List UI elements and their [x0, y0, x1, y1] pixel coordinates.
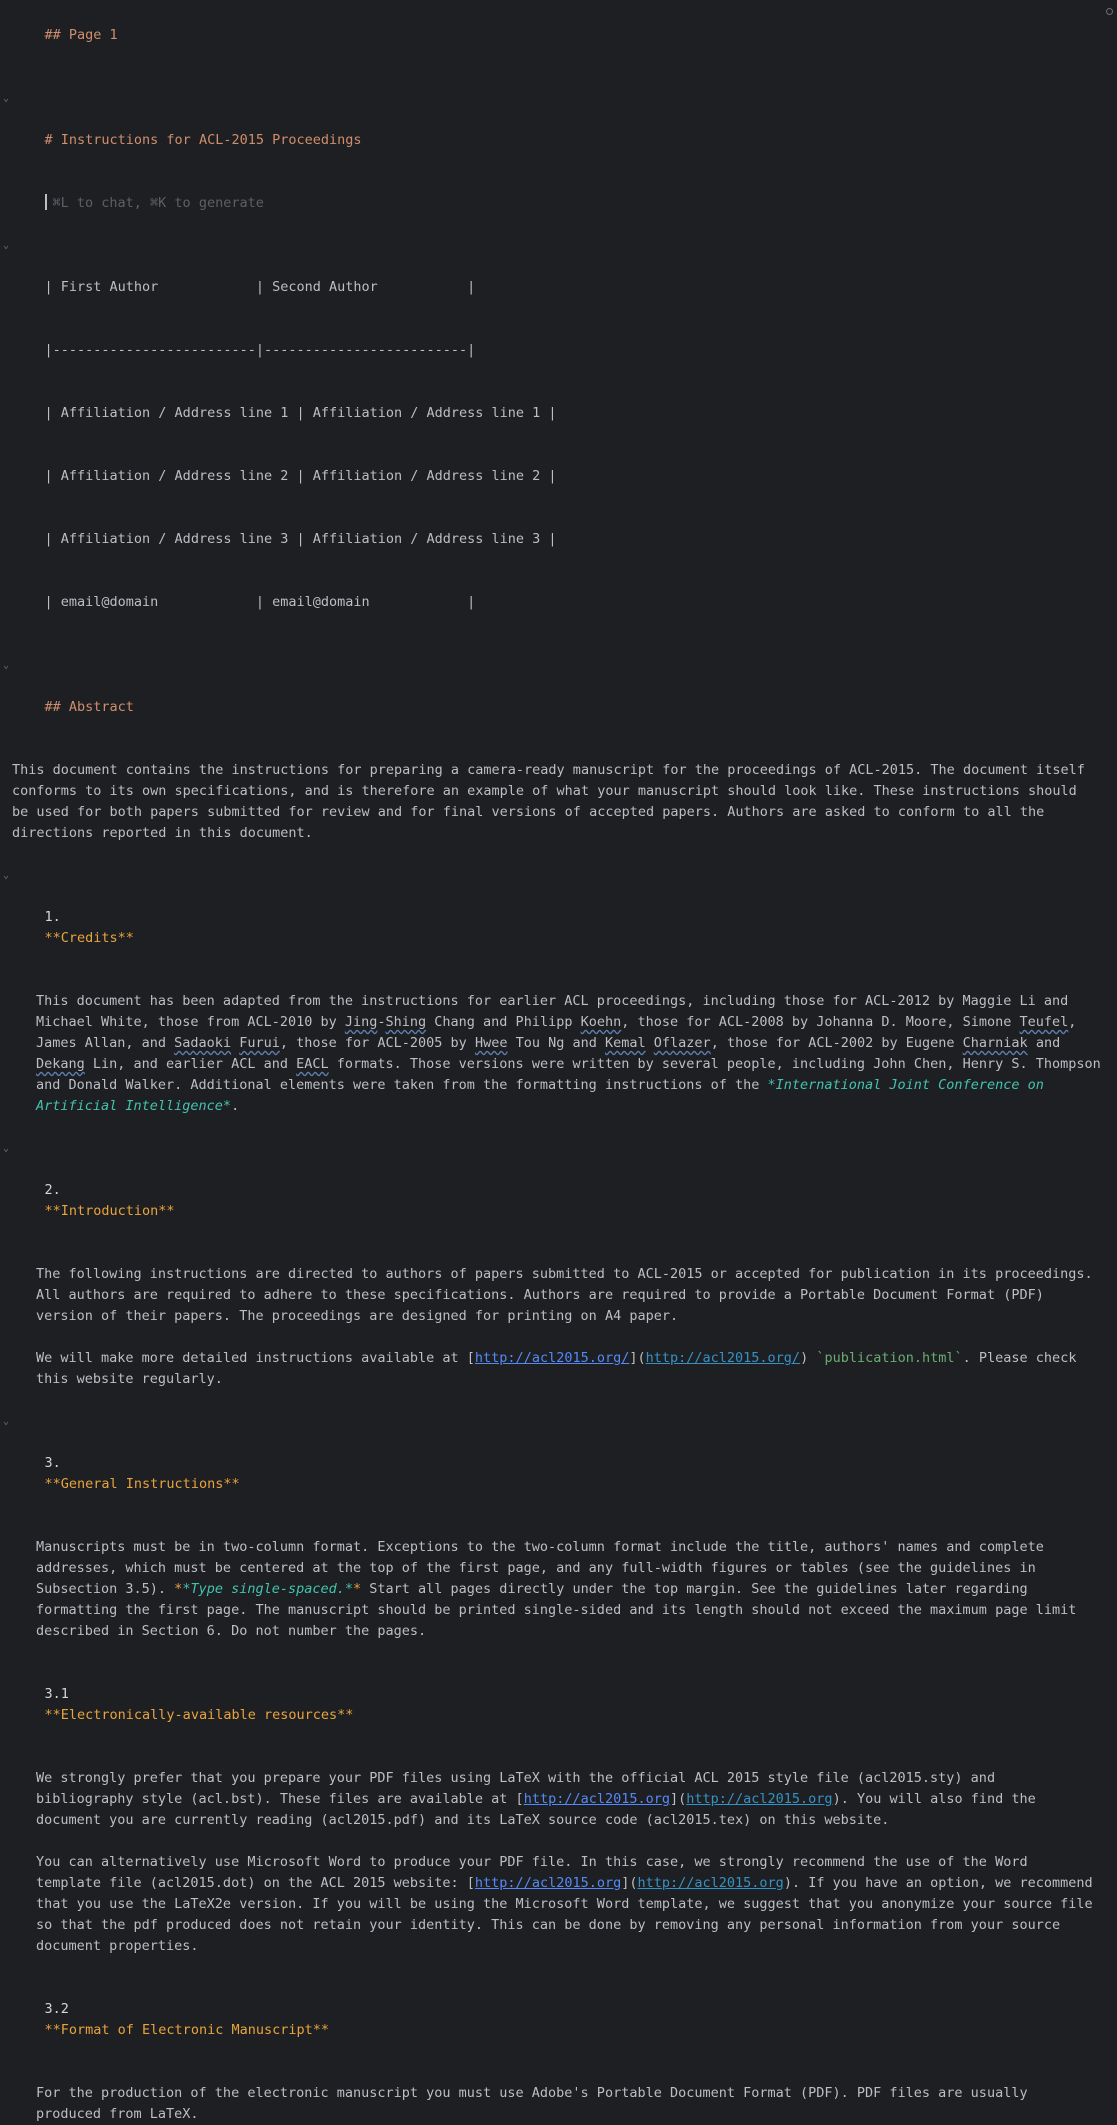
section-3-1-paragraph-1: We strongly prefer that you prepare your PDF files using LaTeX with the official ACL 2015 style file (acl2015.sty) and bibliography style (acl.bst). These files are available at [http://acl2015.org](http://acl2015.org). You will also find the document you are currently reading (acl2015.pdf) and its LaTeX source code (acl2015.tex) on this website.: [36, 1770, 1044, 1828]
spelling-warning: Teufel: [1019, 1014, 1069, 1030]
acl-link-url[interactable]: http://acl2015.org: [637, 1875, 784, 1891]
spelling-warning: Dekang: [36, 1056, 85, 1072]
blank-line-3: [0, 739, 1117, 760]
spelling-warning: Shing: [385, 1014, 427, 1030]
acl-link-url[interactable]: http://acl2015.org: [686, 1791, 833, 1807]
fold-arrow-icon[interactable]: ⌄: [2, 870, 10, 881]
link-open-bracket: [: [515, 1791, 524, 1807]
abstract-heading-line: [0, 655, 1117, 739]
section-2-heading: **Introduction**: [44, 1203, 175, 1219]
link-close-bracket: ](: [670, 1791, 687, 1807]
table-row-authors: [0, 235, 1117, 319]
blank-line-14: [0, 1957, 1117, 1978]
section-1-paragraph-1: [0, 991, 1108, 1117]
fold-arrow-icon[interactable]: ⌄: [2, 1143, 10, 1154]
link-end-paren: ): [783, 1875, 792, 1891]
link-close-bracket: ](: [629, 1350, 646, 1366]
table-cells: | email@domain | email@domain |: [44, 594, 476, 610]
spelling-warning: Koehn: [580, 1014, 622, 1030]
acl-link-url[interactable]: http://acl2015.org/: [645, 1350, 801, 1366]
table-cells: | Affiliation / Address line 3 | Affiliation / Address line 3 |: [44, 531, 557, 547]
section-3-1-heading-line: [0, 1663, 1117, 1747]
document-title-line: [0, 88, 1117, 172]
spelling-warning: Kemal: [605, 1035, 646, 1051]
section-3-paragraph-1-text: Manuscripts must be in two-column format. Exceptions to the two-column format include the title, authors' names and complete addresses, which must be centered at the top of the first page, and any full-width figures or tables (see the guidelines in Subsection 3.5). **Type single-spaced.** Start all pages directly under the top margin. See the guidelines later regarding formatting the first page. The manuscript should be printed single-sided and its length should not exceed the maximum page limit described in Section 6. Do not number the pages.: [36, 1539, 1085, 1639]
spelling-warning: Jing: [344, 1014, 378, 1030]
blank-line-13: [0, 1831, 1117, 1852]
section-3-1-paragraph-2: You can alternatively use Microsoft Word to produce your PDF file. In this case, we strongly recommend the use of the Word template file (acl2015.dot) on the ACL 2015 website: [http://acl2015.org](http://acl2015.org). If you have an option, we recommend that you use the LaTeX2e version. If you will be using the Microsoft Word template, we suggest that you anonymize your source file so that the pdf produced does not retain your identity. This can be done by removing any personal information from your source document properties.: [36, 1854, 1101, 1954]
section-2-number: 2.: [44, 1182, 61, 1198]
table-row-affiliation-3: [0, 508, 1117, 571]
abstract-paragraph: This document contains the instructions for preparing a camera-ready manuscript for the proceedings of ACL-2015. The document itself conforms to its own specifications, and is therefore an example of what your manuscript should look like. These instructions should be used for both papers submitted for review and for final versions of accepted papers. Authors are asked to conform to all the directions reported in this document.: [12, 762, 1093, 841]
section-1-number: 1.: [44, 909, 61, 925]
inline-ai-hint[interactable]: ⌘L to chat, ⌘K to generate: [52, 195, 264, 211]
section-3-2-number: 3.2: [44, 2001, 69, 2017]
table-row-affiliation-2: [0, 445, 1117, 508]
inline-hint-line[interactable]: [0, 172, 1117, 235]
spelling-warning: Sadaoki: [174, 1035, 232, 1051]
page-marker: ## Page 1: [44, 27, 118, 43]
blank-line-9: [0, 1390, 1117, 1411]
blank-line-7: [0, 1243, 1117, 1264]
section-3-1-heading: **Electronically-available resources**: [44, 1707, 354, 1723]
section-1-paragraph-1-text: This document has been adapted from the instructions for earlier ACL proceedings, including those for ACL-2012 by Maggie Li and Michael White, those from ACL-2010 by Jing-Shing Chang and Philipp Koehn, those for ACL-2008 by Johanna D. Moore, Simone Teufel, James Allan, and Sadaoki Furui, those for ACL-2005 by Hwee Tou Ng and Kemal Oflazer, those for ACL-2002 by Eugene Charniak and Dekang Lin, and earlier ACL and EACL formats. Those versions were written by several people, including John Chen, Henry S. Thompson and Donald Walker. Additional elements were taken from the formatting instructions of the *International Joint Conference on Artificial Intelligence*.: [36, 993, 1109, 1114]
blank-line-6: [0, 1117, 1117, 1138]
section-3-1-number: 3.1: [44, 1686, 69, 1702]
acl-link-text[interactable]: http://acl2015.org: [474, 1875, 622, 1891]
publication-code-span: `publication.html`: [816, 1350, 963, 1366]
spelling-warning: EACL: [296, 1056, 329, 1072]
spelling-warning: Oflazer: [653, 1035, 711, 1051]
section-1-heading: **Credits**: [44, 930, 134, 946]
section-3-heading-line: [0, 1411, 1117, 1516]
italic-span: *Type single-spaced.*: [182, 1581, 353, 1597]
section-2-heading-line: [0, 1138, 1117, 1243]
link-end-paren: ): [800, 1350, 809, 1366]
blank-line-1: [0, 67, 1117, 88]
section-3-number: 3.: [44, 1455, 61, 1471]
italic-span: *International Joint Conference on Artificial Intelligence*: [36, 1077, 1052, 1114]
section-2-paragraph-1: The following instructions are directed to authors of papers submitted to ACL-2015 or accepted for publication in its proceedings. All authors are required to adhere to these specifications. Authors are required to provide a Portable Document Format (PDF) version of their papers. The proceedings are designed for printing on A4 paper.: [36, 1266, 1101, 1324]
blank-line-2: [0, 634, 1117, 655]
table-cells: | Affiliation / Address line 2 | Affiliation / Address line 2 |: [44, 468, 557, 484]
blank-line-11: [0, 1642, 1117, 1663]
link-open-bracket: [: [466, 1350, 475, 1366]
section-3-paragraph-1: [0, 1537, 1096, 1642]
table-separator-cells: |-------------------------|-------------------------|: [44, 342, 476, 358]
section-3-2-heading-line: [0, 1978, 1117, 2062]
blank-line-15: [0, 2062, 1117, 2083]
page-marker-line: [0, 4, 1117, 67]
spelling-warning: Hwee: [474, 1035, 508, 1051]
bold-span: **Type single-spaced.**: [174, 1581, 362, 1597]
blank-line-4: [0, 844, 1117, 865]
text-caret: [45, 194, 47, 210]
table-row-email: [0, 571, 1117, 634]
section-2-paragraph-2: We will make more detailed instructions available at [http://acl2015.org/](http://acl2015.org/) `publication.html`. Please check this website regularly.: [36, 1350, 1085, 1387]
acl-link-text[interactable]: http://acl2015.org/: [474, 1350, 630, 1366]
blank-line-12: [0, 1747, 1117, 1768]
fold-arrow-icon[interactable]: ⌄: [2, 240, 10, 251]
abstract-heading: ## Abstract: [44, 699, 134, 715]
document-title: # Instructions for ACL-2015 Proceedings: [44, 132, 362, 148]
section-3-2-paragraph-1: For the production of the electronic manuscript you must use Adobe's Portable Document Format (PDF). PDF files are usually produced from LaTeX.: [36, 2085, 1036, 2122]
fold-arrow-icon[interactable]: ⌄: [2, 93, 10, 104]
spelling-warning: Charniak: [962, 1035, 1028, 1051]
table-row-affiliation-1: [0, 382, 1117, 445]
table-cells: | Affiliation / Address line 1 | Affiliation / Address line 1 |: [44, 405, 557, 421]
link-open-bracket: [: [466, 1875, 475, 1891]
acl-link-text[interactable]: http://acl2015.org: [523, 1791, 670, 1807]
blank-line-5: [0, 970, 1117, 991]
link-end-paren: ): [832, 1791, 841, 1807]
link-close-bracket: ](: [621, 1875, 638, 1891]
section-1-heading-line: [0, 865, 1117, 970]
section-3-heading: **General Instructions**: [44, 1476, 240, 1492]
fold-arrow-icon[interactable]: ⌄: [2, 1416, 10, 1427]
blank-line-8: [0, 1327, 1117, 1348]
fold-arrow-icon[interactable]: ⌄: [2, 660, 10, 671]
table-row-separator: [0, 319, 1117, 382]
section-3-2-heading: **Format of Electronic Manuscript**: [44, 2022, 329, 2038]
blank-line-10: [0, 1516, 1117, 1537]
spelling-warning: Furui: [239, 1035, 280, 1051]
table-header-cells: | First Author | Second Author |: [44, 279, 476, 295]
